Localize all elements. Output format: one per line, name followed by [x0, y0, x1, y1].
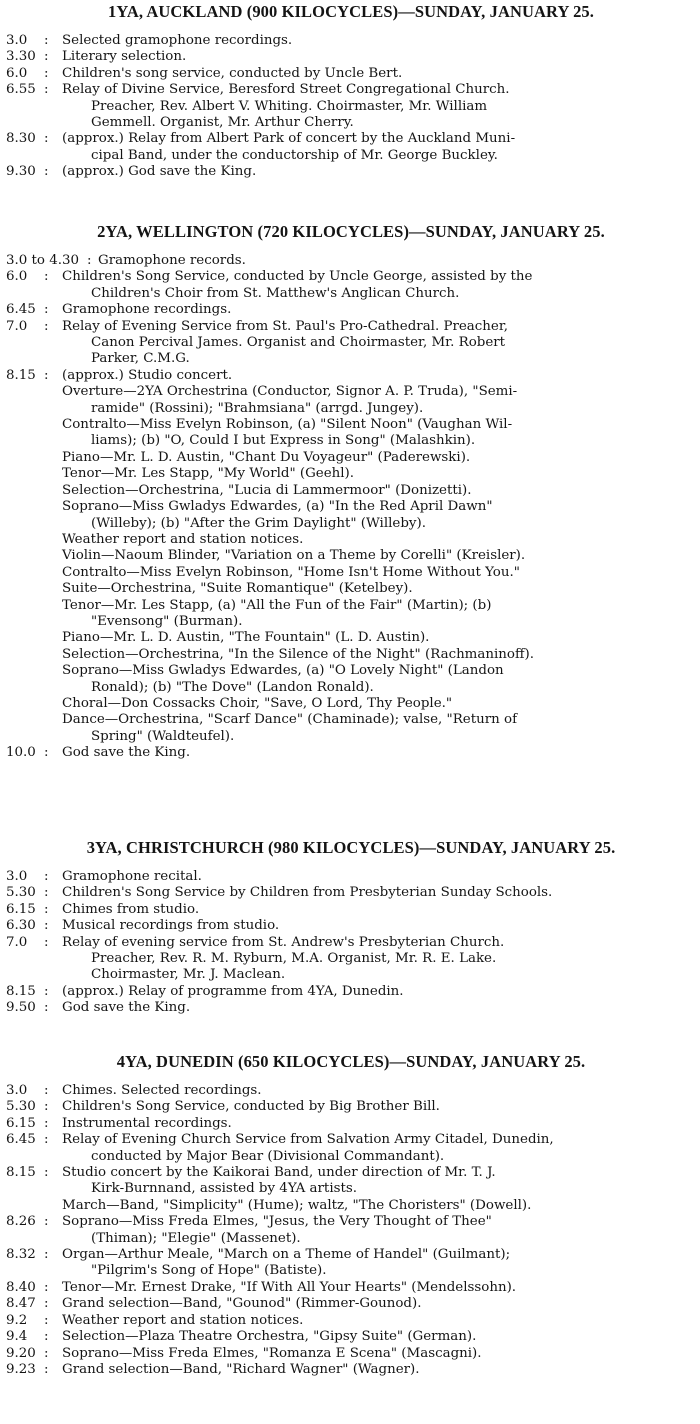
entry-time: 10.0: [6, 745, 36, 761]
entry-line: Ronald); (b) "The Dove" (Landon Ronald).: [91, 679, 374, 695]
programme-item: [6, 548, 696, 564]
entry-line: Relay of Divine Service, Beresford Street Congregational Church.: [62, 82, 510, 98]
entry-line: Children's Choir from St. Matthew's Anglican Church.: [91, 285, 460, 301]
time-colon: :: [44, 1165, 49, 1181]
programme-list: [6, 1083, 696, 1378]
time-colon: :: [44, 1000, 49, 1016]
programme-entry: [6, 1000, 696, 1016]
programme-entry: [6, 984, 696, 1000]
entry-line: Gemmell. Organist, Mr. Arthur Cherry.: [91, 115, 354, 131]
entry-line: ramide" (Rossini); "Brahmsiana" (arrgd. Jungey).: [91, 400, 424, 416]
programme-item: [6, 483, 696, 499]
programme-entry: [6, 1329, 696, 1345]
entry-line: Children's song service, conducted by Uncle Bert.: [62, 65, 403, 81]
programme-entry: [6, 1313, 696, 1329]
entry-line: conducted by Major Bear (Divisional Commandant).: [91, 1148, 445, 1164]
programme-item: [6, 598, 696, 631]
entry-time: 3.0 to 4.30: [6, 253, 80, 268]
entry-line: Relay of Evening Service from St. Paul's Pro-Cathedral. Preacher,: [62, 318, 509, 334]
entry-time: 8.47: [6, 1296, 36, 1312]
entry-time: 9.20: [6, 1345, 36, 1361]
time-colon: :: [44, 33, 49, 48]
time-colon: :: [44, 1247, 49, 1263]
time-colon: :: [44, 1132, 49, 1148]
entry-line: Parker, C.M.G.: [91, 351, 190, 367]
time-colon: :: [44, 164, 49, 180]
programme-item: [6, 630, 696, 646]
entry-line: Soprano—Miss Gwladys Edwardes, (a) "O Lovely Night" (Landon: [62, 663, 504, 679]
station-heading: 2YA, WELLINGTON (720 KILOCYCLES)—SUNDAY, JANUARY 25.: [97, 222, 605, 241]
programme-item: [6, 565, 696, 581]
entry-line: Canon Percival James. Organist and Choirmaster, Mr. Robert: [91, 335, 506, 351]
entry-line: "Evensong" (Burman).: [91, 613, 243, 629]
programme-entry: [6, 66, 696, 82]
station-section: [6, 838, 696, 1017]
time-colon: :: [44, 1345, 49, 1361]
entry-line: Musical recordings from studio.: [62, 918, 280, 934]
station-heading: 1YA, AUCKLAND (900 KILOCYCLES)—SUNDAY, JANUARY 25.: [107, 2, 595, 21]
station-section: [6, 222, 696, 762]
entry-line: Studio concert by the Kaikorai Band, under direction of Mr. T. J.: [62, 1165, 496, 1181]
time-colon: :: [44, 1099, 49, 1115]
programme-entry: [6, 869, 696, 885]
entry-time: 6.45: [6, 1132, 36, 1148]
entry-time: 8.15: [6, 1165, 36, 1181]
entry-time: 6.15: [6, 901, 36, 917]
time-colon: :: [44, 1296, 49, 1312]
time-colon: :: [44, 1312, 49, 1328]
entry-line: Preacher, Rev. R. M. Ryburn, M.A. Organist, Mr. R. E. Lake.: [91, 951, 497, 967]
time-colon: :: [44, 65, 49, 81]
time-colon: :: [44, 302, 49, 318]
time-colon: :: [44, 367, 49, 383]
entry-line: Choral—Don Cossacks Choir, "Save, O Lord, Thy People.": [62, 695, 453, 711]
programme-item: [6, 712, 696, 745]
entry-line: Contralto—Miss Evelyn Robinson, "Home Isn't Home Without You.": [62, 564, 520, 580]
time-colon: :: [44, 745, 49, 761]
entry-line: Tenor—Mr. Les Stapp, (a) "All the Fun of the Fair" (Martin); (b): [62, 597, 492, 613]
entry-line: Soprano—Miss Gwladys Edwardes, (a) "In the Red April Dawn": [62, 499, 493, 515]
programme-entry: [6, 1116, 696, 1132]
entry-line: Suite—Orchestrina, "Suite Romantique" (Ketelbey).: [62, 581, 413, 597]
entry-time: 6.30: [6, 918, 36, 934]
programme-item: [6, 581, 696, 597]
programme-entry: [6, 1362, 696, 1378]
entry-time: 3.0: [6, 33, 28, 48]
entry-line: Relay of Evening Church Service from Salvation Army Citadel, Dunedin,: [62, 1132, 554, 1148]
station-section: [6, 2, 696, 181]
entry-time: 9.2: [6, 1312, 28, 1328]
entry-time: 8.40: [6, 1279, 36, 1295]
entry-line: Weather report and station notices.: [62, 1312, 304, 1328]
entry-line: Gramophone recordings.: [62, 302, 232, 318]
entry-time: 5.30: [6, 885, 36, 901]
time-colon: :: [44, 131, 49, 147]
time-colon: :: [44, 934, 49, 950]
programme-item: [6, 663, 696, 696]
entry-line: Soprano—Miss Freda Elmes, "Jesus, the Very Thought of Thee": [62, 1214, 492, 1230]
time-colon: :: [44, 269, 49, 285]
programme-entry: [6, 1099, 696, 1115]
entry-time: 6.0: [6, 269, 28, 285]
time-colon: :: [44, 885, 49, 901]
programme-list: [6, 33, 696, 181]
time-colon: :: [87, 253, 92, 268]
entry-time: 6.45: [6, 302, 36, 318]
entry-line: "Pilgrim's Song of Hope" (Batiste).: [91, 1263, 327, 1279]
station-heading: 3YA, CHRISTCHURCH (980 KILOCYCLES)—SUNDAY, JANUARY 25.: [86, 838, 616, 857]
time-colon: :: [44, 82, 49, 98]
entry-line: (approx.) Relay from Albert Park of concert by the Auckland Muni-: [62, 131, 516, 147]
programme-entry: [6, 269, 696, 302]
time-colon: :: [44, 1329, 49, 1345]
entry-line: Grand selection—Band, "Richard Wagner" (Wagner).: [62, 1361, 420, 1377]
entry-line: Tenor—Mr. Les Stapp, "My World" (Geehl).: [62, 466, 355, 482]
entry-line: Gramophone recital.: [62, 869, 202, 884]
entry-line: (approx.) God save the King.: [62, 164, 257, 180]
programme-entry: [6, 368, 696, 384]
programme-entry: [6, 302, 696, 318]
entry-line: Children's Song Service, conducted by Big Brother Bill.: [62, 1099, 440, 1115]
entry-time: 9.4: [6, 1329, 28, 1345]
entry-line: March—Band, "Simplicity" (Hume); waltz, "The Choristers" (Dowell).: [62, 1197, 532, 1213]
entry-time: 3.30: [6, 49, 36, 65]
programme-entry: [6, 33, 696, 49]
programme-entry: [6, 1296, 696, 1312]
programme-entry: [6, 1247, 696, 1280]
programme-entry: [6, 918, 696, 934]
entry-time: 8.15: [6, 983, 36, 999]
entry-line: liams); (b) "O, Could I but Express in Song" (Malashkin).: [91, 433, 476, 449]
entry-line: Kirk-Burnnand, assisted by 4YA artists.: [91, 1181, 357, 1197]
time-colon: :: [44, 1115, 49, 1131]
entry-line: God save the King.: [62, 1000, 191, 1016]
programme-entry: [6, 1214, 696, 1247]
programme-item: [6, 466, 696, 482]
entry-line: Organ—Arthur Meale, "March on a Theme of Handel" (Guilmant);: [62, 1247, 511, 1263]
programme-entry: [6, 1165, 696, 1198]
entry-line: Selection—Orchestrina, "In the Silence of the Night" (Rachmaninoff).: [62, 646, 534, 662]
programme-entry: [6, 1132, 696, 1165]
programme-entry: [6, 49, 696, 65]
entry-time: 8.32: [6, 1247, 36, 1263]
entry-time: 8.15: [6, 367, 36, 383]
entry-time: 6.55: [6, 82, 36, 98]
entry-line: Dance—Orchestrina, "Scarf Dance" (Chaminade); valse, "Return of: [62, 712, 518, 728]
entry-line: Children's Song Service by Children from Presbyterian Sunday Schools.: [62, 885, 553, 901]
entry-time: 5.30: [6, 1099, 36, 1115]
programme-list: [6, 253, 696, 762]
entry-line: Piano—Mr. L. D. Austin, "The Fountain" (L. D. Austin).: [62, 630, 430, 646]
entry-time: 8.30: [6, 131, 36, 147]
entry-line: Literary selection.: [62, 49, 187, 65]
programme-item: [6, 499, 696, 532]
entry-time: 8.26: [6, 1214, 36, 1230]
entry-line: Overture—2YA Orchestrina (Conductor, Signor A. P. Truda), "Semi-: [62, 384, 518, 400]
entry-time: 9.23: [6, 1361, 36, 1377]
time-colon: :: [44, 318, 49, 334]
entry-line: Selected gramophone recordings.: [62, 33, 293, 48]
time-colon: :: [44, 983, 49, 999]
entry-line: Weather report and station notices.: [62, 531, 304, 547]
entry-line: Tenor—Mr. Ernest Drake, "If With All Your Hearts" (Mendelssohn).: [62, 1279, 517, 1295]
time-colon: :: [44, 918, 49, 934]
entry-line: (approx.) Relay of programme from 4YA, Dunedin.: [62, 983, 404, 999]
entry-line: Piano—Mr. L. D. Austin, "Chant Du Voyageur" (Paderewski).: [62, 449, 471, 465]
entry-line: Relay of evening service from St. Andrew's Presbyterian Church.: [62, 934, 505, 950]
programme-item: [6, 647, 696, 663]
entry-time: 3.0: [6, 869, 28, 884]
entry-line: (Willeby); (b) "After the Grim Daylight" (Willeby).: [91, 515, 426, 531]
programme-entry: [6, 1083, 696, 1099]
entry-line: God save the King.: [62, 745, 191, 761]
programme-entry: [6, 164, 696, 180]
programme-item: [6, 532, 696, 548]
programme-entry: [6, 82, 696, 131]
entry-line: Preacher, Rev. Albert V. Whiting. Choirmaster, Mr. William: [91, 98, 488, 114]
entry-line: Chimes from studio.: [62, 901, 200, 917]
entry-line: cipal Band, under the conductorship of Mr. George Buckley.: [91, 147, 498, 163]
entry-line: Gramophone records.: [98, 253, 246, 268]
programme-entry: [6, 319, 696, 368]
entry-line: Instrumental recordings.: [62, 1115, 232, 1131]
programme-entry: [6, 253, 696, 269]
programme-entry: [6, 1346, 696, 1362]
programme-entry: [6, 902, 696, 918]
entry-line: Violin—Naoum Blinder, "Variation on a Theme by Corelli" (Kreisler).: [62, 548, 526, 564]
entry-time: 6.15: [6, 1115, 36, 1131]
entry-line: Spring" (Waldteufel).: [91, 728, 235, 744]
entry-line: Contralto—Miss Evelyn Robinson, (a) "Silent Noon" (Vaughan Wil-: [62, 417, 513, 433]
entry-line: Chimes. Selected recordings.: [62, 1083, 262, 1098]
programme-entry: [6, 1280, 696, 1296]
time-colon: :: [44, 901, 49, 917]
programme-entry: [6, 131, 696, 164]
entry-time: 6.0: [6, 65, 28, 81]
time-colon: :: [44, 49, 49, 65]
programme-list: [6, 869, 696, 1017]
programme-entry: [6, 885, 696, 901]
entry-line: (Thiman); "Elegie" (Massenet).: [91, 1230, 301, 1246]
entry-line: Selection—Orchestrina, "Lucia di Lammermoor" (Donizetti).: [62, 482, 472, 498]
time-colon: :: [44, 1279, 49, 1295]
entry-time: 3.0: [6, 1083, 28, 1098]
entry-line: Soprano—Miss Freda Elmes, "Romanza E Scena" (Mascagni).: [62, 1345, 482, 1361]
programme-item: [6, 450, 696, 466]
entry-line: Selection—Plaza Theatre Orchestra, "Gipsy Suite" (German).: [62, 1329, 477, 1345]
entry-line: Choirmaster, Mr. J. Maclean.: [91, 967, 286, 983]
programme-item: [6, 384, 696, 417]
entry-line: Children's Song Service, conducted by Uncle George, assisted by the: [62, 269, 533, 285]
station-heading: 4YA, DUNEDIN (650 KILOCYCLES)—SUNDAY, JANUARY 25.: [116, 1052, 586, 1071]
time-colon: :: [44, 1083, 49, 1098]
entry-time: 9.50: [6, 1000, 36, 1016]
entry-time: 7.0: [6, 934, 28, 950]
time-colon: :: [44, 1214, 49, 1230]
entry-time: 7.0: [6, 318, 28, 334]
entry-line: Grand selection—Band, "Gounod" (Rimmer-Gounod).: [62, 1296, 422, 1312]
entry-time: 9.30: [6, 164, 36, 180]
programme-entry: [6, 935, 696, 984]
entry-line: (approx.) Studio concert.: [62, 367, 233, 383]
programme-entry: [6, 745, 696, 761]
station-section: [6, 1052, 696, 1378]
programme-item: [6, 1198, 696, 1214]
programme-item: [6, 696, 696, 712]
time-colon: :: [44, 1361, 49, 1377]
time-colon: :: [44, 869, 49, 884]
programme-item: [6, 417, 696, 450]
